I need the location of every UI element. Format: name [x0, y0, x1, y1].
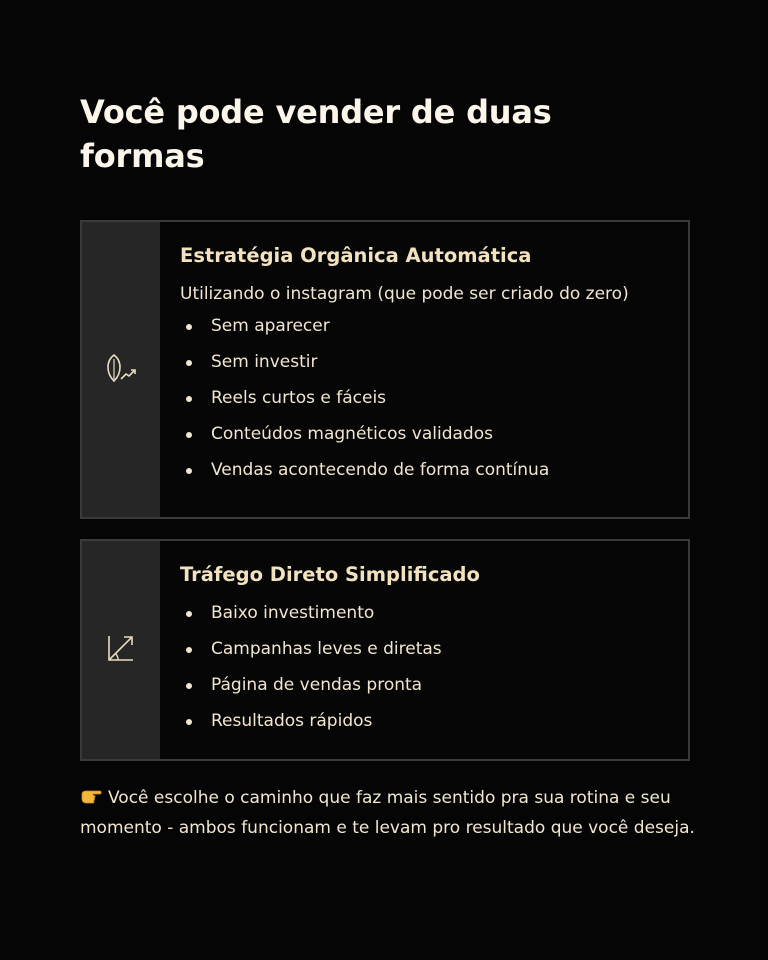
- closing-note: [80, 783, 700, 843]
- chart-arrow-icon: [106, 633, 136, 667]
- pointing-right-hand-icon: [80, 786, 102, 806]
- list-item: Sem investir: [180, 350, 670, 374]
- list-item: Página de vendas pronta: [180, 673, 670, 697]
- list-item: Vendas acontecendo de forma contínua: [180, 458, 670, 482]
- card-organic-strategy: [80, 220, 690, 519]
- list-item: Resultados rápidos: [180, 709, 670, 733]
- card-content: [160, 541, 688, 759]
- list-item: Conteúdos magnéticos validados: [180, 422, 670, 446]
- list-item: Sem aparecer: [180, 314, 670, 338]
- benefits-list: [180, 601, 670, 733]
- page-title: Você pode vender de duas formas: [80, 93, 552, 175]
- list-item: Campanhas leves e diretas: [180, 637, 670, 661]
- card-direct-traffic: [80, 539, 690, 761]
- list-item: Baixo investimento: [180, 601, 670, 625]
- card-subtitle: Utilizando o instagram (que pode ser criado do zero): [180, 284, 629, 304]
- benefits-list: [180, 314, 670, 482]
- card-content: [160, 222, 688, 517]
- card-title: Estratégia Orgânica Automática: [180, 244, 532, 267]
- list-item: Reels curtos e fáceis: [180, 386, 670, 410]
- card-icon-panel: [82, 541, 160, 759]
- leaf-growth-icon: [105, 353, 137, 387]
- closing-note-text: Você escolhe o caminho que faz mais sentido pra sua rotina e seu momento - ambos funcionam e te levam pro resultado que você deseja.: [80, 788, 695, 838]
- card-icon-panel: [82, 222, 160, 517]
- card-title: Tráfego Direto Simplificado: [180, 563, 480, 586]
